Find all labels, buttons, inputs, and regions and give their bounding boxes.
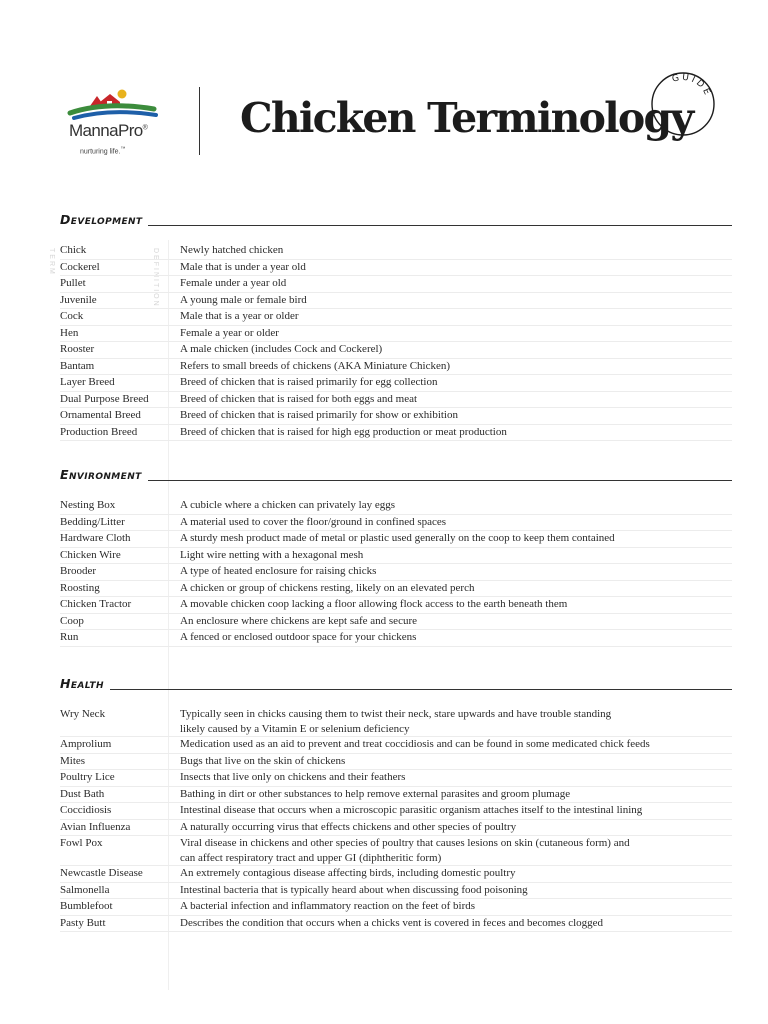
term: Avian Influenza bbox=[60, 820, 131, 833]
table-row bbox=[60, 276, 732, 293]
term-column-label: TERM bbox=[48, 248, 55, 276]
definition: A male chicken (includes Cock and Cockerel) bbox=[180, 343, 383, 355]
page-title: Chicken Terminology bbox=[240, 94, 693, 142]
term: Rooster bbox=[60, 343, 95, 355]
definition: Breed of chicken that is raised primarily for egg collection bbox=[180, 376, 438, 388]
section-rule bbox=[60, 480, 732, 481]
table-row bbox=[60, 770, 732, 787]
section-development bbox=[60, 212, 732, 441]
term: Coccidiosis bbox=[60, 804, 112, 816]
term: Newcastle Disease bbox=[60, 867, 143, 879]
definition: Female under a year old bbox=[180, 277, 287, 289]
term: Roosting bbox=[60, 581, 100, 594]
section-rule bbox=[60, 225, 732, 226]
definition: Intestinal disease that occurs when a microscopic parasitic organism attaches itself to the intestinal lining bbox=[180, 804, 643, 816]
table-row bbox=[60, 883, 732, 900]
table-row bbox=[60, 548, 732, 565]
term: Chicken Tractor bbox=[60, 598, 132, 610]
table-row bbox=[60, 581, 732, 598]
definition: Insects that live only on chickens and their feathers bbox=[180, 771, 406, 783]
definition: An extremely contagious disease affecting birds, including domestic poultry bbox=[180, 867, 516, 879]
table-row bbox=[60, 597, 732, 614]
definition: A type of heated enclosure for raising chicks bbox=[180, 565, 377, 577]
definition: Light wire netting with a hexagonal mesh bbox=[180, 548, 364, 561]
definition: A material used to cover the floor/ground in confined spaces bbox=[180, 515, 447, 528]
section-environment bbox=[60, 467, 732, 647]
table-row bbox=[60, 707, 732, 737]
guide-stamp-icon bbox=[649, 70, 717, 138]
table-row bbox=[60, 787, 732, 804]
table-row bbox=[60, 243, 732, 260]
table-row bbox=[60, 260, 732, 277]
term: Cockerel bbox=[60, 260, 100, 273]
section-title: Development bbox=[60, 212, 148, 227]
table-row bbox=[60, 342, 732, 359]
term: Bantam bbox=[60, 359, 95, 372]
barn-logo-icon bbox=[66, 82, 166, 124]
definition: Breed of chicken that is raised primarily for show or exhibition bbox=[180, 409, 458, 421]
term: Hen bbox=[60, 326, 79, 339]
definition-line: Typically seen in chicks causing them to twist their neck, stare upwards and have trouble standing bbox=[180, 708, 612, 720]
definition-line: can affect respiratory tract and upper GI (diphtheritic form) bbox=[180, 851, 442, 864]
brand-name: MannaPro® bbox=[69, 121, 148, 140]
table-row bbox=[60, 408, 732, 425]
term: Chick bbox=[60, 244, 87, 256]
table-row bbox=[60, 820, 732, 837]
term: Brooder bbox=[60, 565, 97, 577]
definition-line: likely caused by a Vitamin E or selenium deficiency bbox=[180, 722, 410, 735]
term: Layer Breed bbox=[60, 376, 115, 388]
table-row bbox=[60, 916, 732, 933]
definition: A fenced or enclosed outdoor space for your chickens bbox=[180, 631, 417, 643]
term: Bumblefoot bbox=[60, 900, 113, 912]
term: Cock bbox=[60, 310, 84, 322]
definition: Medication used as an aid to prevent and treat coccidiosis and can be found in some medicated chick feeds bbox=[180, 738, 650, 750]
table-row bbox=[60, 564, 732, 581]
table-row bbox=[60, 836, 732, 866]
table-row bbox=[60, 866, 732, 883]
definition: A chicken or group of chickens resting, likely on an elevated perch bbox=[180, 581, 475, 594]
term: Fowl Pox bbox=[60, 837, 103, 849]
table-row bbox=[60, 359, 732, 376]
definition: Newly hatched chicken bbox=[180, 244, 284, 256]
definition: Male that is a year or older bbox=[180, 310, 299, 322]
section-header bbox=[60, 467, 732, 489]
table-row bbox=[60, 375, 732, 392]
definition: Bathing in dirt or other substances to help remove external parasites and groom plumage bbox=[180, 787, 571, 800]
table-row bbox=[60, 498, 732, 515]
definition-line: Viral disease in chickens and other species of poultry that causes lesions on skin (cutaneous form) and bbox=[180, 837, 630, 849]
definition: Describes the condition that occurs when a chicks vent is covered in feces and becomes clogged bbox=[180, 916, 604, 929]
definition-column-label: DEFINITION bbox=[152, 248, 159, 308]
term: Pasty Butt bbox=[60, 916, 106, 929]
term: Pullet bbox=[60, 277, 86, 289]
table-row bbox=[60, 293, 732, 310]
table-row bbox=[60, 309, 732, 326]
definition: A naturally occurring virus that effects chickens and other species of poultry bbox=[180, 820, 517, 833]
term: Dual Purpose Breed bbox=[60, 392, 149, 405]
term: Ornamental Breed bbox=[60, 409, 141, 421]
definition: Refers to small breeds of chickens (AKA Miniature Chicken) bbox=[180, 359, 451, 372]
section-rule bbox=[60, 689, 732, 690]
term-list bbox=[60, 498, 732, 647]
term: Salmonella bbox=[60, 883, 110, 896]
term: Mites bbox=[60, 754, 86, 767]
table-row bbox=[60, 630, 732, 647]
definition: Female a year or older bbox=[180, 326, 279, 339]
table-row bbox=[60, 425, 732, 442]
term: Chicken Wire bbox=[60, 548, 121, 561]
term: Nesting Box bbox=[60, 499, 116, 511]
term: Amprolium bbox=[60, 738, 112, 750]
definition bbox=[180, 836, 732, 865]
section-title: Environment bbox=[60, 467, 148, 482]
stamp-text: GUIDE bbox=[671, 72, 713, 99]
term: Wry Neck bbox=[60, 708, 106, 720]
term: Production Breed bbox=[60, 425, 138, 438]
definition: A bacterial infection and inflammatory reaction on the feet of birds bbox=[180, 900, 476, 912]
definition: A young male or female bird bbox=[180, 293, 307, 306]
table-row bbox=[60, 737, 732, 754]
definition: A movable chicken coop lacking a floor allowing flock access to the earth beneath them bbox=[180, 598, 568, 610]
table-row bbox=[60, 803, 732, 820]
svg-text:GUIDE bbox=[671, 73, 713, 99]
section-header bbox=[60, 676, 732, 698]
definition: Intestinal bacteria that is typically heard about when discussing food poisoning bbox=[180, 883, 528, 896]
table-row bbox=[60, 754, 732, 771]
section-health bbox=[60, 676, 732, 932]
term: Dust Bath bbox=[60, 787, 105, 800]
definition: Breed of chicken that is raised for both eggs and meat bbox=[180, 392, 418, 405]
table-row bbox=[60, 531, 732, 548]
table-row bbox=[60, 392, 732, 409]
definition: Breed of chicken that is raised for high egg production or meat production bbox=[180, 425, 507, 438]
header-divider bbox=[199, 87, 200, 155]
term: Coop bbox=[60, 614, 84, 627]
term: Bedding/Litter bbox=[60, 515, 125, 528]
table-row bbox=[60, 326, 732, 343]
definition: A cubicle where a chicken can privately lay eggs bbox=[180, 499, 396, 511]
definition: An enclosure where chickens are kept safe and secure bbox=[180, 614, 417, 627]
term-list bbox=[60, 707, 732, 932]
term: Run bbox=[60, 631, 79, 643]
brand-tagline: nurturing life.™ bbox=[80, 146, 126, 156]
definition: Bugs that live on the skin of chickens bbox=[180, 754, 346, 767]
term: Juvenile bbox=[60, 293, 97, 306]
section-title: Health bbox=[60, 676, 110, 691]
section-header bbox=[60, 212, 732, 234]
definition: A sturdy mesh product made of metal or plastic used generally on the coop to keep them contained bbox=[180, 532, 615, 544]
term: Hardware Cloth bbox=[60, 532, 131, 544]
table-row bbox=[60, 515, 732, 532]
definition: Male that is under a year old bbox=[180, 260, 306, 273]
table-row bbox=[60, 614, 732, 631]
term-list bbox=[60, 243, 732, 441]
table-row bbox=[60, 899, 732, 916]
term: Poultry Lice bbox=[60, 771, 115, 783]
definition bbox=[180, 707, 732, 736]
